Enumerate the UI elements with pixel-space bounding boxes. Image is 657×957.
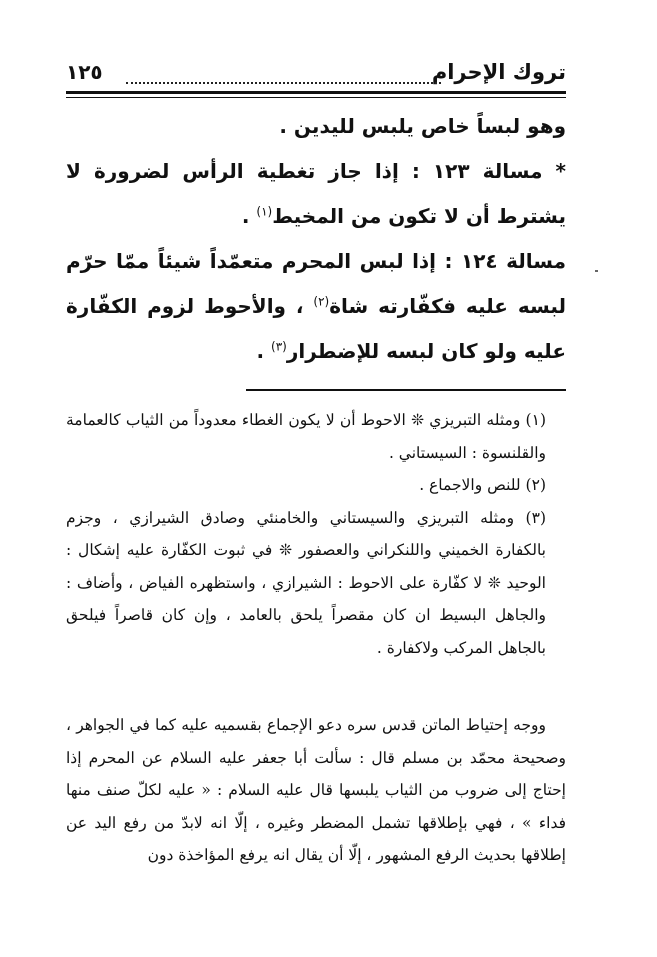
footnote-ref-2[interactable]: (٢) [313, 294, 330, 309]
footnote-separator [246, 389, 566, 391]
footnote-ref-3[interactable]: (٣) [271, 339, 287, 354]
header-rule-thick [66, 91, 566, 94]
margin-mark [595, 270, 598, 272]
page-number: ١٢٥ [66, 60, 103, 84]
footnote-3: (٣) ومثله التبريزي والسيستاني والخامنئي وصادق الشيرازي ، وجزم بالكفارة الخميني واللنكراني والعصفور ❊ في ثبوت الكفّارة عليه إشكال : الوحيد ❊ لا كفّارة على الاحوط : الشيرازي ، واستظهره الفياض ، وأضاف : والجاهل البسيط ان كان مقصراً يلحق بالعامد ، وإن كان قاصراً فيلحق بالجاهل المركب ولاكفارة . [66, 508, 546, 657]
header-dot-leader [126, 82, 441, 84]
masala-123 [66, 149, 566, 239]
masala-124-end: . [256, 339, 272, 363]
star-marker: * [555, 159, 567, 183]
footnote-ref-1[interactable]: (١) [256, 204, 273, 219]
running-header [66, 58, 566, 92]
masala-123-label: مسالة ١٢٣ [432, 159, 543, 183]
header-rule-thin [66, 97, 566, 98]
masala-123-text: : إذا جاز تغطية الرأس لضرورة لا يشترط أن لا تكون من المخيط [66, 159, 566, 228]
commentary [66, 709, 566, 872]
masala-123-end: . [241, 204, 257, 228]
main-paragraph-1: وهو لبساً خاص يلبس لليدين . [279, 114, 566, 138]
main-text [66, 104, 566, 374]
masala-124 [66, 239, 566, 374]
footnote-1: (١) ومثله التبريزي ❊ الاحوط أن لا يكون الغطاء معدوداً من الثياب كالعمامة والقلنسوة : السيستاني . [66, 411, 546, 462]
chapter-title: تروك الإحرام [431, 60, 566, 84]
masala-124-label: مسالة ١٢٤ [461, 249, 566, 273]
footnotes [66, 404, 566, 664]
masala-124-text-b: ، والأحوط لزوم الكفّارة عليه ولو كان لبسه للإضطرار [66, 294, 566, 363]
commentary-paragraph: ووجه إحتياط الماتن قدس سره دعو الإجماع بقسميه عليه كما في الجواهر ، وصحيحة محمّد بن مسلم قال : سألت أبا جعفر عليه السلام عن المحرم إذا إحتاج إلى ضروب من الثياب يلبسها قال عليه السلام : « عليه لكلّ صنف منها فداء » ، فهي بإطلاقها تشمل المضطر وغيره ، إلّا انه لابدّ من رفع اليد عن إطلاقها بحديث الرفع المشهور ، إلّا أن يقال انه يرفع المؤاخذة دون [66, 716, 566, 864]
footnote-2: (٢) للنص والاجماع . [419, 476, 546, 494]
masala-124-text-a: : إذا لبس المحرم متعمّداً شيئاً ممّا حرّم لبسه عليه فكفّارته شاة [66, 249, 566, 318]
